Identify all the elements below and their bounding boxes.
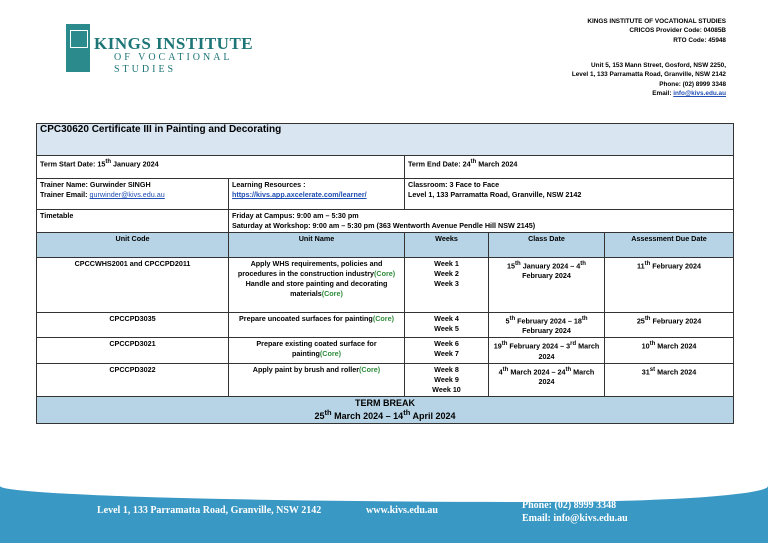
course-schedule-table: [36, 123, 734, 424]
classroom-label: Classroom: 3 Face to Face: [408, 180, 500, 189]
assessment-due-date: 11th February 2024: [605, 258, 734, 313]
term-break-dates: 25th March 2024 – 14th April 2024: [314, 407, 456, 421]
col-unit-code: Unit Code: [37, 233, 229, 258]
weeks: Week 8 Week 9 Week 10: [405, 363, 489, 396]
page-footer: [0, 486, 768, 543]
resources-link[interactable]: https://kivs.app.axcelerate.com/learner/: [232, 190, 367, 199]
learning-resources: [229, 179, 405, 210]
col-class-date: Class Date: [489, 233, 605, 258]
table-row: [37, 313, 734, 338]
table-row: [37, 258, 734, 313]
unit-name: Apply WHS requirements, policies and procedures in the construction industry(Core) Handle and store painting and decorating materials(Core): [229, 258, 405, 313]
weeks: Week 4 Week 5: [405, 313, 489, 338]
logo-subtitle-1: OF VOCATIONAL: [114, 52, 233, 63]
weeks: Week 1 Week 2 Week 3: [405, 258, 489, 313]
unit-code: CPCCPD3021: [37, 338, 229, 363]
trainer-row: [37, 179, 734, 210]
col-assessment-due: Assessment Due Date: [605, 233, 734, 258]
org-address-1: Unit 5, 153 Mann Street, Gosford, NSW 2250,: [591, 62, 726, 69]
col-weeks: Weeks: [405, 233, 489, 258]
term-dates-row: [37, 156, 734, 179]
rto-code: RTO Code: 45948: [673, 36, 726, 44]
trainer-email-link[interactable]: gurwinder@kivs.edu.au: [89, 190, 165, 199]
unit-code: CPCCPD3022: [37, 363, 229, 396]
footer-wave-decoration: [0, 486, 768, 502]
logo-subtitle-2: STUDIES: [114, 64, 177, 75]
logo-name: KINGS INSTITUTE: [94, 34, 254, 53]
weeks: Week 6 Week 7: [405, 338, 489, 363]
resources-label: Learning Resources :: [232, 180, 306, 189]
timetable-line-2: Saturday at Workshop: 9:00 am – 5:30 pm (363 Wentworth Avenue Pendle Hill NSW 2145): [232, 221, 536, 230]
term-end-date: Term End Date: 24th March 2024: [405, 156, 734, 179]
unit-name: Apply paint by brush and roller(Core): [229, 363, 405, 396]
table-row: [37, 338, 734, 363]
timetable-row: [37, 210, 734, 233]
class-date: 5th February 2024 – 18th February 2024: [489, 313, 605, 338]
term-break-row: [37, 396, 734, 423]
class-date: 15th January 2024 – 4th February 2024: [489, 258, 605, 313]
trainer-info: [37, 179, 229, 210]
org-name: KINGS INSTITUTE OF VOCATIONAL STUDIES: [587, 18, 726, 25]
unit-name: Prepare uncoated surfaces for painting(Core): [229, 313, 405, 338]
trainer-email-line: Trainer Email: gurwinder@kivs.edu.au: [40, 190, 165, 199]
footer-phone: Phone: (02) 8999 3348: [522, 500, 617, 511]
org-email-link[interactable]: info@kivs.edu.au: [673, 89, 726, 97]
col-unit-name: Unit Name: [229, 233, 405, 258]
shield-emblem-icon: [66, 24, 90, 72]
unit-code: CPCCWHS2001 and CPCCPD2011: [37, 258, 229, 313]
assessment-due-date: 25th February 2024: [605, 313, 734, 338]
timetable-line-1: Friday at Campus: 9:00 am – 5:30 pm: [232, 211, 359, 220]
trainer-name: Trainer Name: Gurwinder SINGH: [40, 180, 151, 189]
assessment-due-date: 31st March 2024: [605, 363, 734, 396]
org-phone: Phone: (02) 8999 3348: [659, 80, 726, 88]
assessment-due-date: 10th March 2024: [605, 338, 734, 363]
institute-logo: [66, 24, 254, 75]
org-header: [587, 17, 726, 45]
table-header-row: [37, 233, 734, 258]
term-break-label: TERM BREAK: [355, 397, 416, 408]
title-row: [37, 124, 734, 156]
footer-email[interactable]: Email: info@kivs.edu.au: [522, 513, 628, 524]
unit-code: CPCCPD3035: [37, 313, 229, 338]
classroom-info: [405, 179, 734, 210]
term-break: [37, 396, 734, 423]
timetable-label: Timetable: [37, 210, 229, 233]
unit-name: Prepare existing coated surface for painting(Core): [229, 338, 405, 363]
footer-address: Level 1, 133 Parramatta Road, Granville, NSW 2142: [97, 505, 322, 516]
footer-website-link[interactable]: www.kivs.edu.au: [366, 505, 438, 516]
term-start-date: Term Start Date: 15th January 2024: [37, 156, 405, 179]
course-title: CPC30620 Certificate III in Painting and Decorating: [37, 124, 734, 156]
class-date: 19th February 2024 – 3rd March 2024: [489, 338, 605, 363]
org-email-line: [572, 89, 726, 98]
table-row: [37, 363, 734, 396]
timetable-details: [229, 210, 734, 233]
org-address-block: [572, 61, 726, 98]
org-address-2: Level 1, 133 Parramatta Road, Granville, NSW 2142: [571, 71, 726, 79]
class-date: 4th March 2024 – 24th March 2024: [489, 363, 605, 396]
classroom-address: Level 1, 133 Parramatta Road, Granville, NSW 2142: [408, 190, 582, 199]
org-email-label: Email:: [652, 89, 674, 97]
cricos-code: CRICOS Provider Code: 04085B: [629, 27, 726, 35]
